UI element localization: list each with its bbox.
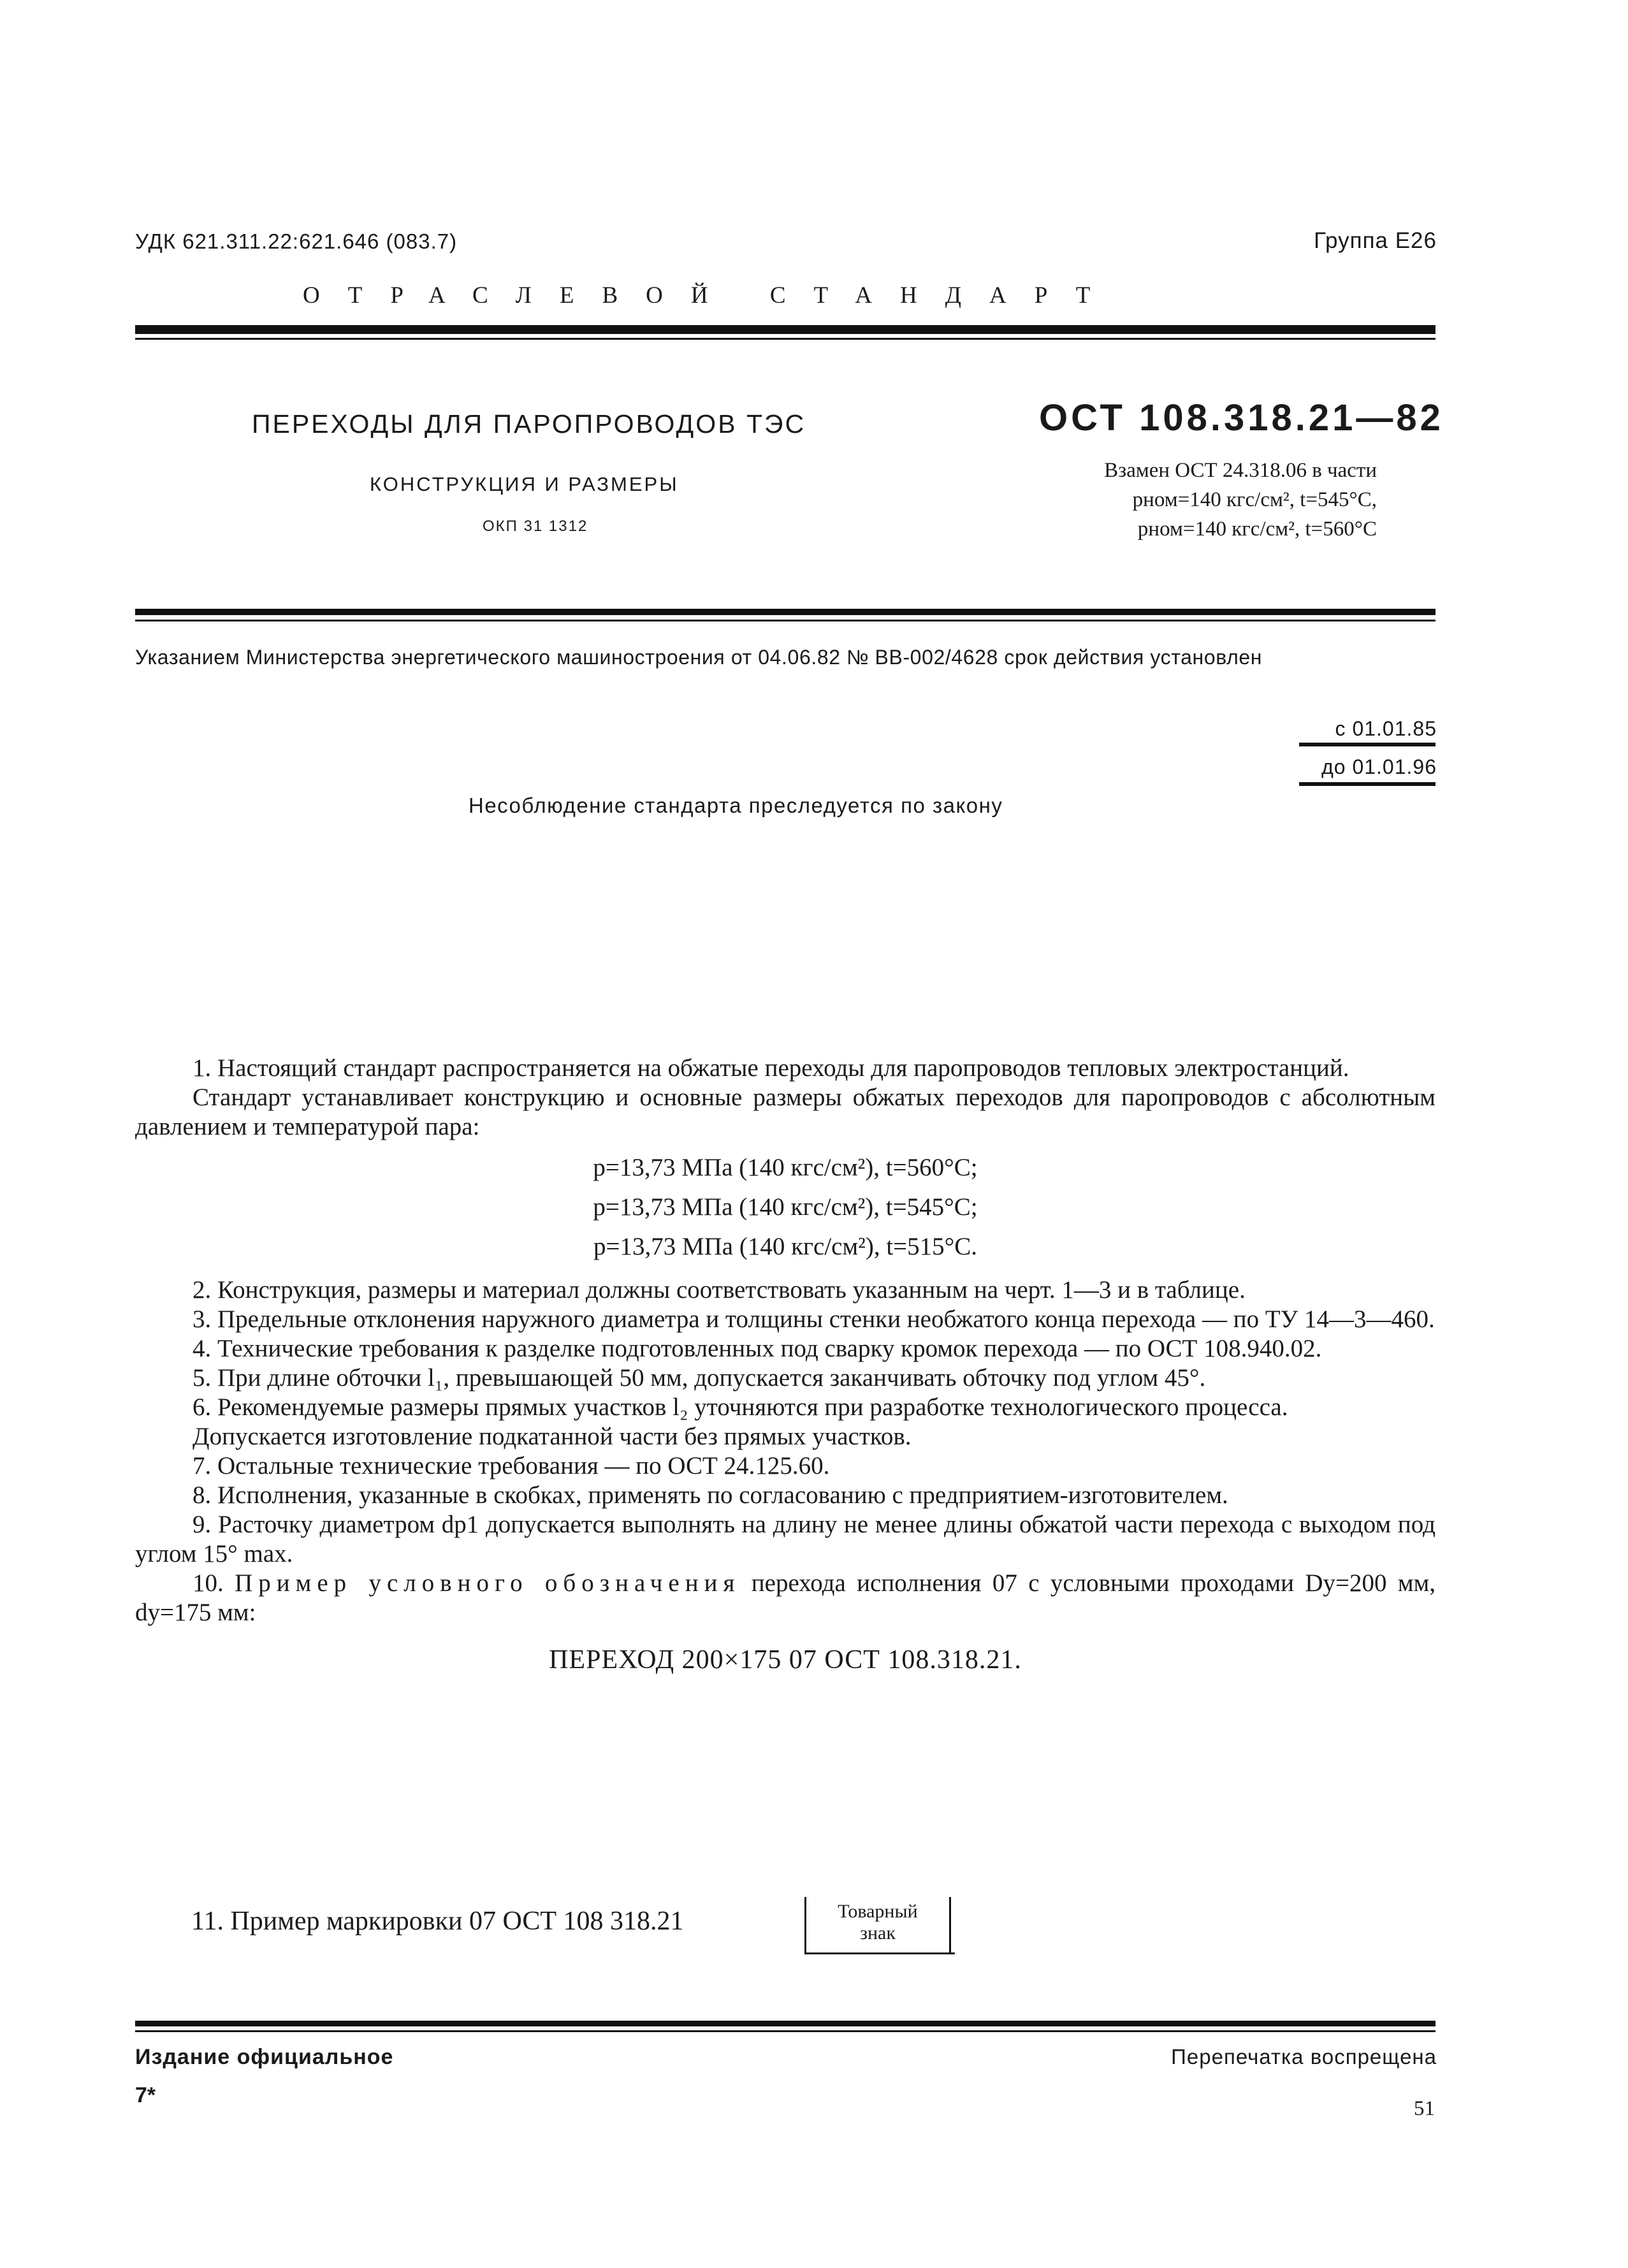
legal-warning: Несоблюдение стандарта преследуется по закону (469, 794, 1003, 817)
trademark-box (804, 1897, 951, 1954)
clause-9: 9. Расточку диаметром dр1 допускается выполнять на длину не менее длины обжатой части перехода с выходом под углом 15° max. (135, 1511, 1435, 1567)
replaces-line-3: pном=140 кгс/см², t=560°С (1137, 518, 1377, 541)
clause-8: 8. Исполнения, указанные в скобках, применять по согласованию с предприятием-изготовителем. (193, 1481, 1228, 1509)
replaces-line-2: pном=140 кгс/см², t=545°С, (1132, 488, 1377, 511)
group-code: Группа Е26 (1314, 228, 1437, 253)
date-from: с 01.01.85 (1335, 717, 1437, 740)
title-rule-thick (135, 609, 1435, 615)
title-rule-thin (135, 620, 1435, 622)
trademark-underline (804, 1952, 955, 1954)
clause-6: 6. Рекомендуемые размеры прямых участков l₂ уточняются при разработке технологического процесса. (193, 1393, 1288, 1421)
clause-5: 5. При длине обточки l₁, превышающей 50 мм, допускается заканчивать обточку под углом 45°. (193, 1364, 1206, 1392)
header-rule-thick (135, 325, 1435, 334)
sheet-mark: 7* (135, 2083, 156, 2107)
standard-banner: ОТРАСЛЕВОЙ СТАНДАРТ (303, 282, 1119, 309)
clause-1: 1. Настоящий стандарт распространяется на обжатые переходы для паропроводов тепловых электростанций. (193, 1054, 1349, 1082)
replaces-line-1: Взамен ОСТ 24.318.06 в части (1104, 459, 1377, 482)
clause-1-scope: Стандарт устанавливает конструкцию и основные размеры обжатых переходов для паропроводов с абсолютным давлением и температурой пара: (135, 1084, 1435, 1140)
reprint-note: Перепечатка воспрещена (1171, 2045, 1437, 2068)
clause-4: 4. Технические требования к разделке подготовленных под сварку кромок перехода — по ОСТ 108.940.02. (193, 1335, 1322, 1362)
clause-10-text: перехода исполнения 07 с условными проходами Dу=200 мм, dу=175 мм: (135, 1569, 1435, 1626)
footer-rule-thick (135, 2021, 1435, 2026)
steam-parameters-1: p=13,73 МПа (140 кгс/см²), t=560°С; (593, 1154, 978, 1181)
ost-number: ОСТ 108.318.21—82 (1039, 397, 1444, 439)
footer-rule-thin (135, 2030, 1435, 2032)
decree-text: Указанием Министерства энергетического машиностроения от 04.06.82 № ВВ-002/4628 срок действия установлен (135, 646, 1263, 669)
date-rule-2 (1299, 782, 1435, 786)
clause-3: 3. Предельные отклонения наружного диаметра и толщины стенки необжатого конца перехода — по ТУ 14—3—460. (193, 1305, 1435, 1333)
document-title: ПЕРЕХОДЫ ДЛЯ ПАРОПРОВОДОВ ТЭС (252, 409, 806, 439)
clause-10-heading: Пример условного обозначения (235, 1569, 741, 1597)
clause-11 (191, 1906, 684, 1937)
trademark-label-1: Товарный (838, 1901, 918, 1922)
date-to: до 01.01.96 (1321, 755, 1437, 778)
okp-code: ОКП 31 1312 (483, 518, 588, 535)
document-subtitle: КОНСТРУКЦИЯ И РАЗМЕРЫ (370, 473, 679, 495)
udk-code: УДК 621.311.22:621.646 (083.7) (135, 229, 458, 253)
clause-10 (135, 1569, 1435, 1627)
clause-6-note: Допускается изготовление подкатанной части без прямых участков. (193, 1423, 912, 1450)
clause-11-number: 11. (191, 1907, 224, 1936)
spacer (135, 1267, 1435, 1276)
designation-example: ПЕРЕХОД 200×175 07 ОСТ 108.318.21. (549, 1645, 1022, 1675)
steam-parameters-2: p=13,73 МПа (140 кгс/см²), t=545°С; (593, 1193, 978, 1221)
clause-11-text: Пример маркировки 07 ОСТ 108 318.21 (230, 1907, 684, 1936)
clause-2: 2. Конструкция, размеры и материал должны соответствовать указанным на черт. 1—3 и в таблице. (193, 1276, 1246, 1304)
trademark-label-2: знак (860, 1923, 896, 1944)
page-number: 51 (1414, 2097, 1435, 2120)
edition-note: Издание официальное (135, 2045, 394, 2069)
standard-body (135, 1054, 1435, 1675)
steam-parameters-3: p=13,73 МПа (140 кгс/см²), t=515°С. (593, 1233, 978, 1260)
header-rule-thin (135, 338, 1435, 340)
clause-7: 7. Остальные технические требования — по ОСТ 24.125.60. (193, 1452, 830, 1479)
clause-10-number: 10. (193, 1569, 224, 1597)
date-rule-1 (1299, 743, 1435, 746)
